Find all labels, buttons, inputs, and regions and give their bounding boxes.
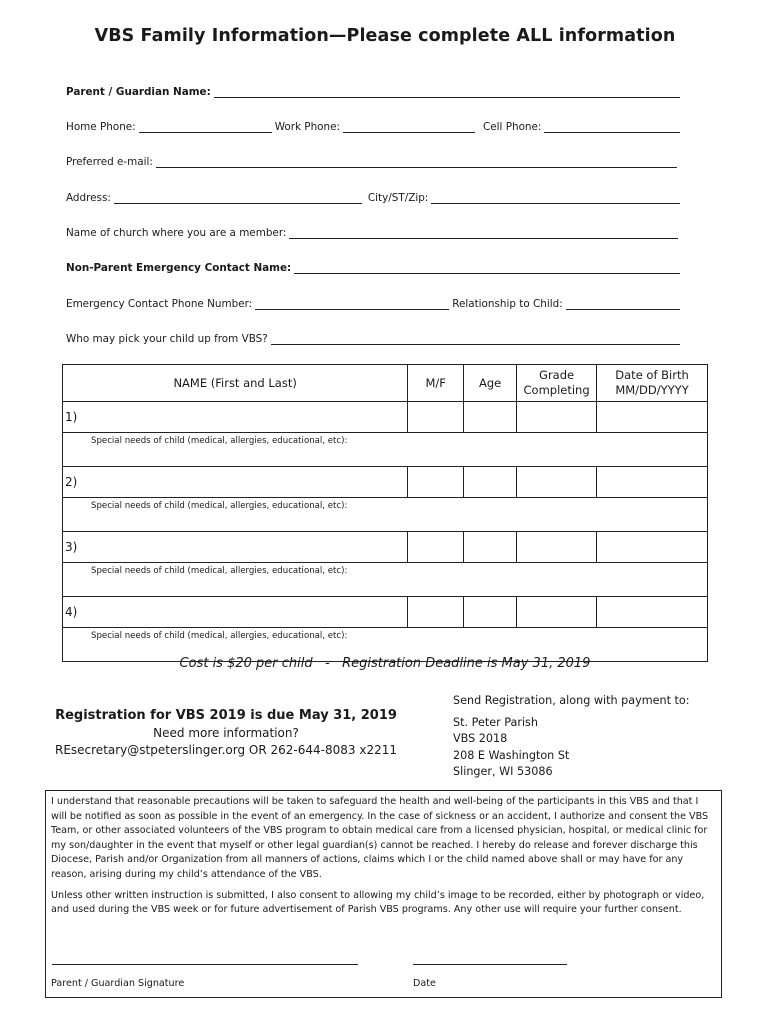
- table-row: [63, 467, 708, 498]
- pickup-label: Who may pick your child up from VBS?: [66, 333, 268, 345]
- address-line-1: St. Peter Parish: [453, 715, 538, 729]
- relationship-field[interactable]: [566, 297, 680, 310]
- address-line-3: 208 E Washington St: [453, 748, 570, 762]
- child-mf-cell[interactable]: [408, 597, 464, 628]
- child-dob-cell[interactable]: [597, 532, 708, 563]
- cost-deadline-line: Cost is $20 per child - Registration Deadline is May 31, 2019: [179, 656, 591, 671]
- cell-phone-label: Cell Phone:: [483, 121, 542, 133]
- child-name-cell[interactable]: [63, 532, 408, 563]
- child-dob-cell[interactable]: [597, 467, 708, 498]
- church-label: Name of church where you are a member:: [66, 227, 287, 239]
- signature-field[interactable]: [52, 964, 358, 965]
- header-name: NAME (First and Last): [63, 365, 408, 402]
- emergency-phone-row: [66, 292, 680, 310]
- special-needs-cell[interactable]: [63, 498, 708, 532]
- registration-info: [40, 707, 412, 759]
- table-row: [63, 532, 708, 563]
- church-field[interactable]: [289, 226, 678, 239]
- phones-row: [66, 115, 680, 133]
- child-name-cell[interactable]: [63, 402, 408, 433]
- child-mf-cell[interactable]: [408, 467, 464, 498]
- emergency-name-label: Non-Parent Emergency Contact Name:: [66, 262, 292, 274]
- row-number: 2): [65, 475, 78, 489]
- child-age-cell[interactable]: [464, 402, 517, 433]
- special-needs-label: Special needs of child (medical, allergies, educational, etc):: [91, 501, 348, 511]
- special-needs-cell[interactable]: [63, 433, 708, 467]
- child-name-cell[interactable]: [63, 597, 408, 628]
- date-field[interactable]: [413, 964, 567, 965]
- city-field[interactable]: [431, 191, 680, 204]
- table-header-row: [63, 365, 708, 402]
- work-phone-label: Work Phone:: [274, 121, 340, 133]
- page-title: VBS Family Information—Please complete ALL information: [94, 26, 676, 46]
- emergency-phone-field[interactable]: [255, 297, 449, 310]
- parent-name-field[interactable]: [214, 85, 680, 98]
- special-needs-label: Special needs of child (medical, allergies, educational, etc):: [91, 631, 348, 641]
- header-grade-line2: Completing: [523, 383, 590, 397]
- mailing-info: [453, 693, 690, 781]
- table-row: [63, 597, 708, 628]
- child-age-cell[interactable]: [464, 532, 517, 563]
- city-label: City/ST/Zip:: [367, 192, 429, 204]
- row-number: 3): [65, 540, 78, 554]
- pickup-field[interactable]: [271, 332, 680, 345]
- child-mf-cell[interactable]: [408, 402, 464, 433]
- header-age: Age: [464, 365, 517, 402]
- child-grade-cell[interactable]: [517, 467, 597, 498]
- special-needs-row: [63, 433, 708, 467]
- signature-label: Parent / Guardian Signature: [51, 978, 185, 989]
- child-name-cell[interactable]: [63, 467, 408, 498]
- header-dob-line1: Date of Birth: [615, 368, 689, 382]
- child-age-cell[interactable]: [464, 597, 517, 628]
- special-needs-label: Special needs of child (medical, allergies, educational, etc):: [91, 436, 348, 446]
- address-row: [66, 186, 680, 204]
- emergency-name-row: [66, 256, 680, 274]
- special-needs-row: [63, 563, 708, 597]
- work-phone-field[interactable]: [343, 120, 475, 133]
- header-dob: [597, 365, 708, 402]
- more-info-text: Need more information?: [153, 726, 299, 740]
- special-needs-label: Special needs of child (medical, allergies, educational, etc):: [91, 566, 348, 576]
- relationship-label: Relationship to Child:: [452, 298, 563, 310]
- address-label: Address:: [66, 192, 111, 204]
- child-grade-cell[interactable]: [517, 597, 597, 628]
- child-dob-cell[interactable]: [597, 597, 708, 628]
- emergency-phone-label: Emergency Contact Phone Number:: [66, 298, 253, 310]
- email-row: [66, 150, 680, 168]
- registration-heading: Registration for VBS 2019 is due May 31, 2019: [55, 708, 397, 723]
- consent-box: [45, 790, 722, 998]
- contact-info: REsecretary@stpeterslinger.org OR 262-644-8083 x2211: [54, 743, 397, 757]
- address-line-2: VBS 2018: [453, 732, 508, 745]
- home-phone-label: Home Phone:: [66, 121, 136, 133]
- pickup-row: [66, 327, 680, 345]
- special-needs-row: [63, 498, 708, 532]
- parent-name-label: Parent / Guardian Name:: [66, 86, 211, 98]
- header-dob-line2: MM/DD/YYYY: [615, 383, 689, 397]
- date-label: Date: [413, 978, 436, 989]
- table-row: [63, 402, 708, 433]
- header-mf: M/F: [408, 365, 464, 402]
- cell-phone-field[interactable]: [544, 120, 680, 133]
- child-mf-cell[interactable]: [408, 532, 464, 563]
- address-line-4: Slinger, WI 53086: [453, 765, 553, 778]
- address-field[interactable]: [114, 191, 362, 204]
- child-dob-cell[interactable]: [597, 402, 708, 433]
- consent-paragraph-1: I understand that reasonable precautions will be taken to safeguard the health and well-being of the participants in this VBS and that I will be notified as soon as possible in the event of an emergency. In the case of sickness or an accident, I authorize and consent the VBS Team, or other associated volunteers of the VBS program to obtain medical care from a licensed physician, hospital, or medical clinic for my son/daughter in the event that myself or other legal guardian(s) cannot be reached. I hereby do release and forever discharge this Diocese, Parish and/or Organization from all manners of actions, claims which I or the child named above shall or may have for any reason, arising during my child’s attendance of the VBS.: [51, 796, 709, 880]
- child-age-cell[interactable]: [464, 467, 517, 498]
- children-table: [62, 364, 708, 662]
- home-phone-field[interactable]: [139, 120, 272, 133]
- row-number: 1): [65, 410, 78, 424]
- child-grade-cell[interactable]: [517, 532, 597, 563]
- emergency-name-field[interactable]: [294, 261, 680, 274]
- church-row: [66, 221, 680, 239]
- row-number: 4): [65, 605, 78, 619]
- child-grade-cell[interactable]: [517, 402, 597, 433]
- header-grade-line1: Grade: [539, 368, 575, 382]
- parent-name-row: [66, 80, 680, 98]
- email-label: Preferred e-mail:: [66, 156, 153, 168]
- send-label: Send Registration, along with payment to:: [453, 694, 690, 707]
- consent-paragraph-2: Unless other written instruction is submitted, I also consent to allowing my child’s image to be recorded, either by photograph or video, and used during the VBS week or for future advertisement of Parish VBS programs. Any other use will require your further consent.: [51, 889, 705, 916]
- special-needs-cell[interactable]: [63, 563, 708, 597]
- email-field[interactable]: [156, 155, 677, 168]
- header-grade: [517, 365, 597, 402]
